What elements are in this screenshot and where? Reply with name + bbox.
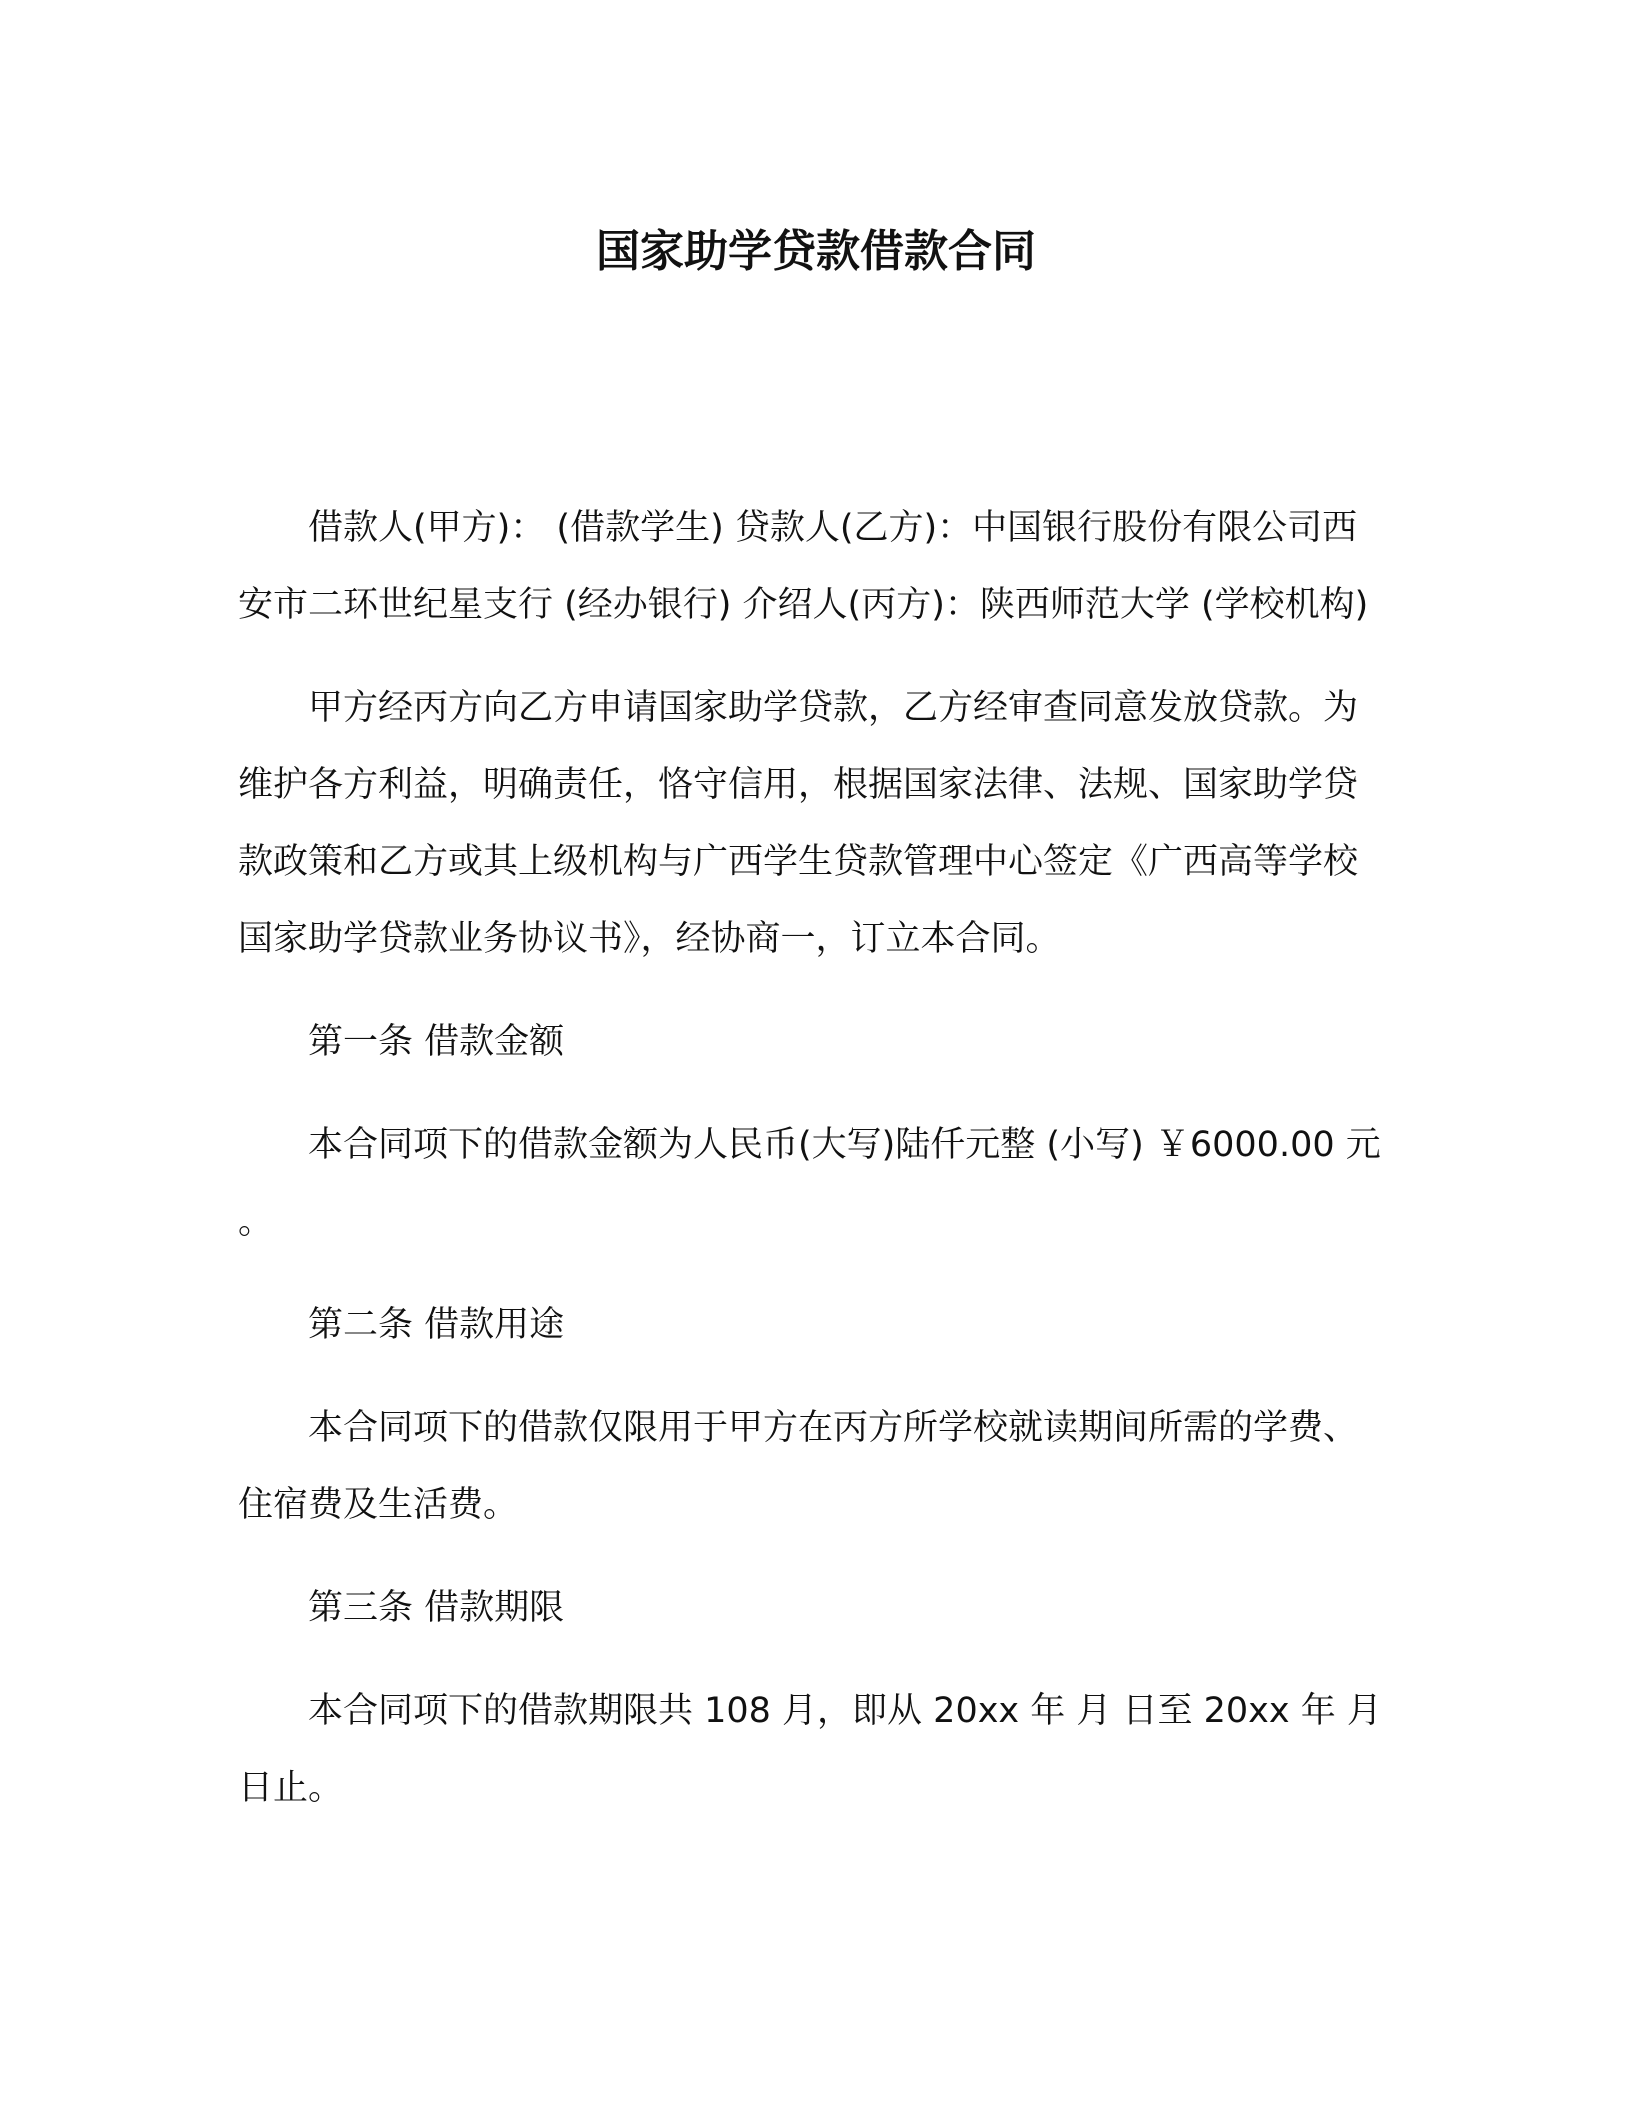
article-2-heading: 第二条 借款用途 [308, 1305, 565, 1345]
article-3-heading: 第三条 借款期限 [308, 1588, 565, 1628]
parties-paragraph: 借款人(甲方)： (借款学生) 贷款人(乙方)：中国银行股份有限公司西安市二环世纪星支行 (经办银行) 介绍人(丙方)：陕西师范大学 (学校机构) [238, 508, 1369, 625]
document-title: 国家助学贷款借款合同 [596, 226, 1036, 277]
article-1-text: 本合同项下的借款金额为人民币(大写)陆仟元整 (小写) ￥6000.00 元 。 [238, 1125, 1381, 1242]
article-2-text: 本合同项下的借款仅限用于甲方在丙方所学校就读期间所需的学费、住宿费及生活费。 [238, 1408, 1359, 1525]
article-1-heading: 第一条 借款金额 [308, 1022, 565, 1062]
article-3-text: 本合同项下的借款期限共 108 月，即从 20xx 年 月 日至 20xx 年 月 日止。 [238, 1691, 1382, 1808]
preamble-paragraph: 甲方经丙方向乙方申请国家助学贷款，乙方经审查同意发放贷款。为维护各方利益，明确责任，恪守信用，根据国家法律、法规、国家助学贷款政策和乙方或其上级机构与广西学生贷款管理中心签定《广西高等学校国家助学贷款业务协议书》，经协商一，订立本合同。 [238, 688, 1359, 959]
document-body [238, 490, 1388, 1853]
